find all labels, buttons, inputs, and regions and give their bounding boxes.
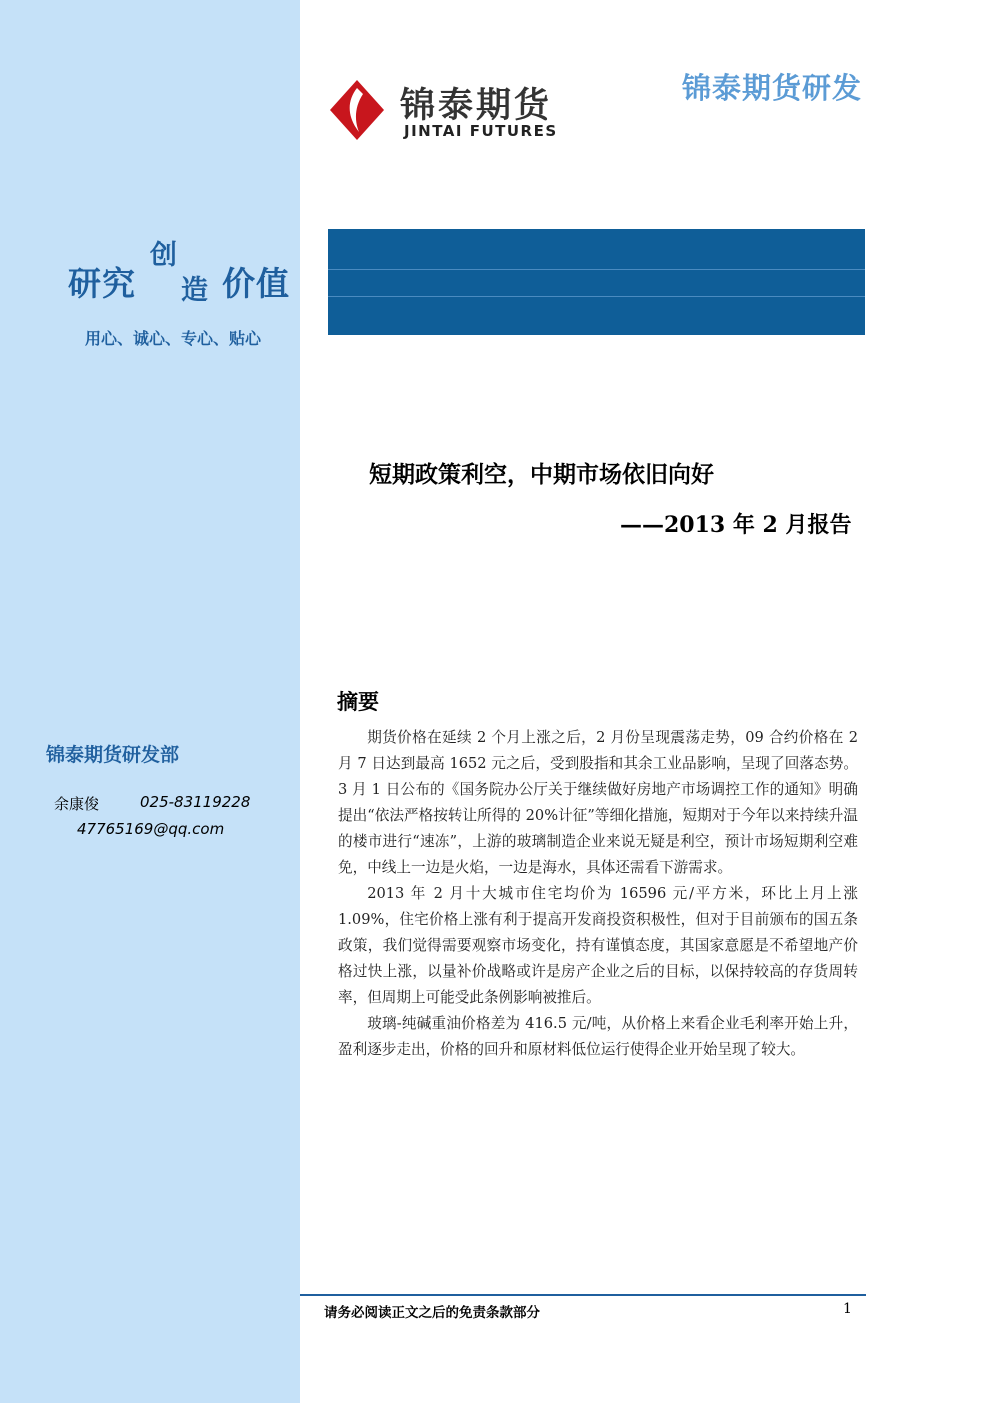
slogan-create-2: 造 <box>181 275 208 306</box>
contact-name: 余康俊 <box>54 795 100 813</box>
abstract-paragraph: 玻璃-纯碱重油价格差为 416.5 元/吨，从价格上来看企业毛利率开始上升，盈利逐步走出，价格的回升和原材料低位运行使得企业开始呈现了较大。 <box>338 1015 858 1058</box>
brand-title: 锦泰期货研发 <box>682 71 863 105</box>
department-name: 锦泰期货研发部 <box>46 744 180 766</box>
company-logo <box>328 78 568 142</box>
report-subtitle: ——2013 年 2 月报告 <box>620 512 852 538</box>
abstract-paragraph: 期货价格在延续 2 个月上涨之后，2 月份呈现震荡走势，09 合约价格在 2 月 7 日达到最高 1652 元之后，受到股指和其余工业品影响，呈现了回落态势。3 月 1 日公布的《国务院办公厅关于继续做好房地产市场调控工作的通知》明确提出“依法严格按转让所得的 20%计征”等细化措施，短期对于今年以来持续升温的楼市进行“速冻”，上游的玻璃制造企业来说无疑是利空，预计市场短期利空难免，中线上一边是火焰，一边是海水，具体还需看下游需求。 <box>338 729 858 876</box>
sidebar <box>0 0 300 1403</box>
abstract-heading: 摘要 <box>337 689 379 714</box>
abstract-body <box>338 725 858 1063</box>
disclaimer-note: 请务必阅读正文之后的免责条款部分 <box>324 1305 540 1321</box>
slogan-create-1: 创 <box>150 240 177 271</box>
header-banner <box>328 229 865 335</box>
contact-email[interactable]: 47765169@qq.com <box>77 820 225 838</box>
logo-english-name: JINTAI FUTURES <box>404 122 558 140</box>
abstract-paragraph: 2013 年 2 月十大城市住宅均价为 16596 元/平方米，环比上月上涨 1.09%，住宅价格上涨有利于提高开发商投资积极性，但对于目前颁布的国五条政策，我们觉得需要观察市场变化，持有谨慎态度，其国家意愿是不希望地产价格过快上涨，以量补价战略或许是房产企业之后的目标，以保持较高的存货周转率，但周期上可能受此条例影响被推后。 <box>338 885 858 1006</box>
diamond-logo-icon <box>328 78 386 142</box>
report-title: 短期政策利空，中期市场依旧向好 <box>369 461 714 488</box>
banner-divider <box>328 269 865 270</box>
banner-divider <box>328 296 865 297</box>
slogan-value: 价值 <box>222 264 290 303</box>
contact-phone: 025-83119228 <box>140 793 251 811</box>
footer-divider <box>300 1294 866 1296</box>
slogan-research: 研究 <box>68 264 136 303</box>
page-number: 1 <box>843 1301 852 1317</box>
motto: 用心、诚心、专心、贴心 <box>85 329 262 348</box>
logo-chinese-name: 锦泰期货 <box>400 85 553 126</box>
